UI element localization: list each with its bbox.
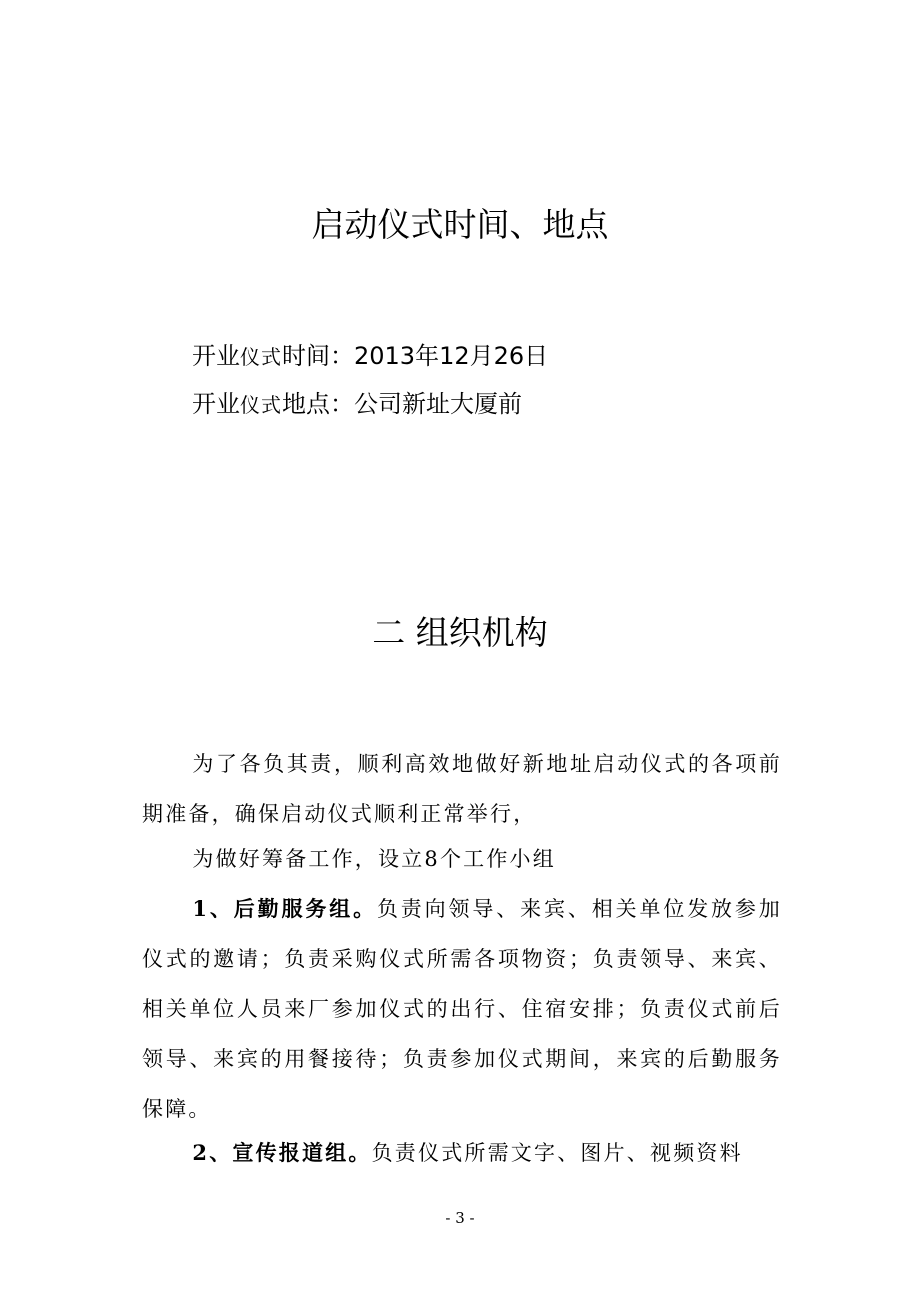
section-title-ceremony: 启动仪式时间、地点 bbox=[311, 205, 609, 244]
intro-paragraph bbox=[142, 739, 782, 839]
section-title-organization: 二 组织机构 bbox=[372, 613, 548, 652]
time-label-suffix: 时间： bbox=[282, 342, 354, 370]
place-label-prefix: 开业 bbox=[192, 390, 240, 418]
ceremony-place-value: 公司新址大厦前 bbox=[354, 390, 522, 418]
time-label-prefix: 开业 bbox=[192, 342, 240, 370]
ceremony-date-value: 2013年12月26日 bbox=[354, 342, 549, 370]
list-item-logistics bbox=[142, 884, 782, 1134]
list-item-text: 负责仪式所需文字、图片、视频资料 bbox=[371, 1141, 743, 1165]
groups-paragraph-text: 为做好筹备工作，设立8个工作小组 bbox=[192, 847, 556, 871]
list-item-publicity bbox=[142, 1128, 782, 1178]
time-label-middle: 仪式 bbox=[240, 345, 282, 369]
page-number: - 3 - bbox=[445, 1209, 475, 1227]
ceremony-place-line bbox=[192, 389, 522, 420]
place-label-suffix: 地点： bbox=[282, 390, 354, 418]
list-item-heading: 1、后勤服务组。 bbox=[192, 896, 377, 921]
ceremony-time-line bbox=[192, 341, 548, 372]
intro-paragraph-text: 为了各负其责，顺利高效地做好新地址启动仪式的各项前期准备，确保启动仪式顺利正常举行， bbox=[142, 752, 782, 826]
list-item-heading: 2、宣传报道组。 bbox=[192, 1140, 372, 1165]
list-item-text: 负责向领导、来宾、相关单位发放参加仪式的邀请；负责采购仪式所需各项物资；负责领导、来宾、相关单位人员来厂参加仪式的出行、住宿安排；负责仪式前后领导、来宾的用餐接待；负责参加仪式期间，来宾的后勤服务保障。 bbox=[142, 897, 782, 1121]
groups-paragraph bbox=[142, 834, 782, 884]
place-label-middle: 仪式 bbox=[240, 393, 282, 417]
